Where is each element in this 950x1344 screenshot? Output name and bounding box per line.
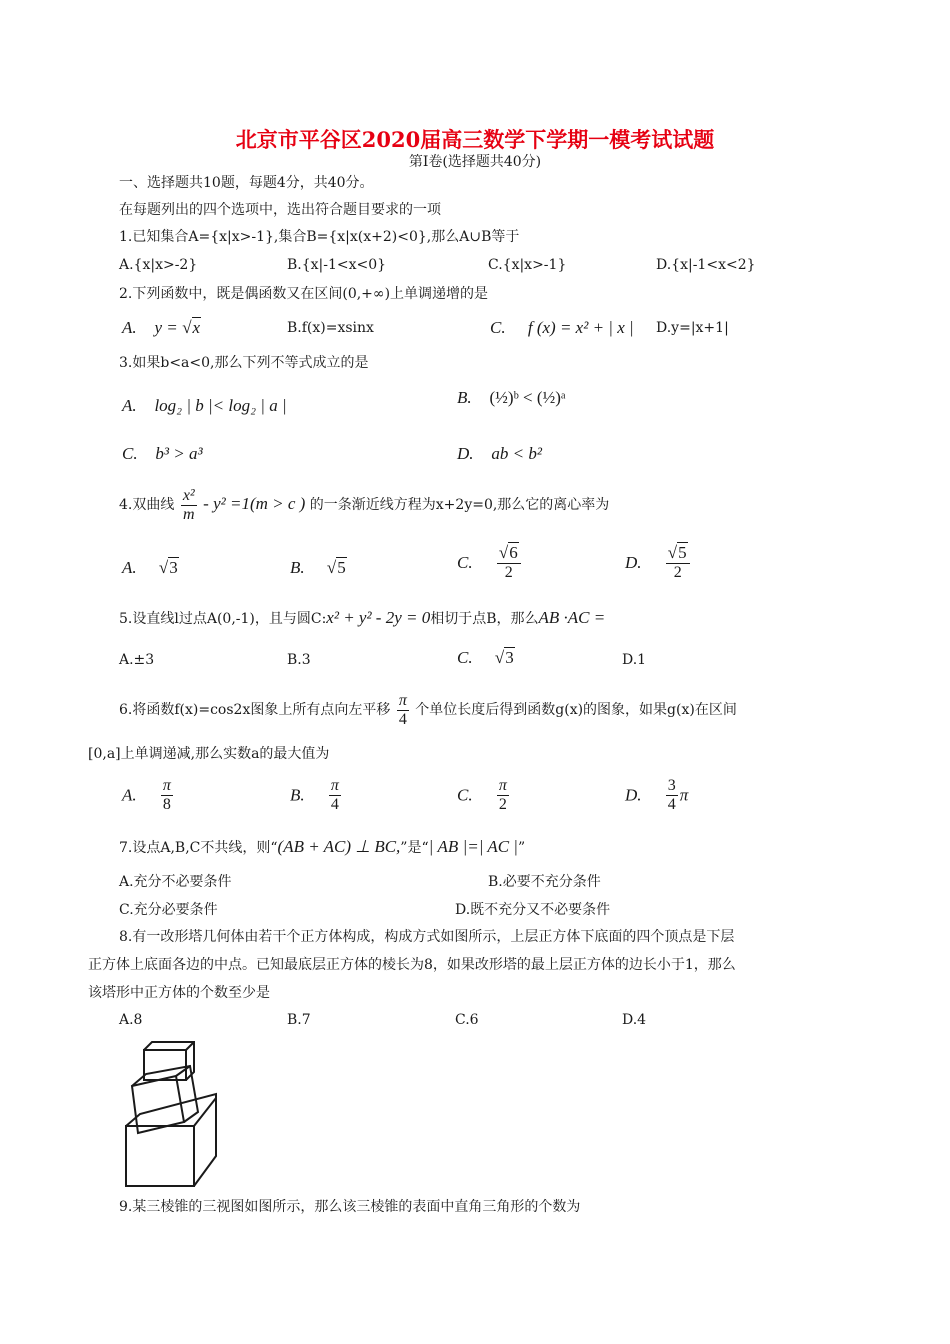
q5-option-b: B.3	[287, 652, 311, 668]
q1-stem: 1.已知集合A={x|x>-1},集合B={x|x(x+2)<0},那么A∪B等于	[119, 229, 520, 245]
q4-stem: 4.双曲线 $\frac{\text{x²}}{m}$ - y² =1(m > c ) 的一条渐近线方程为x+2y=0,那么它的离心率为	[119, 486, 610, 523]
top-cube-front	[144, 1050, 186, 1080]
q8-option-b: B.7	[287, 1012, 311, 1028]
q2-option-b: B.f(x)=xsinx	[287, 320, 374, 336]
page-title: 北京市平谷区2020届高三数学下学期一模考试试题	[235, 127, 715, 152]
bottom-cube-front	[126, 1126, 194, 1186]
q3-option-b: B. (½)ᵇ < (½)ᵃ	[457, 388, 566, 407]
q8-option-c: C.6	[455, 1012, 479, 1028]
bottom-cube-top	[126, 1094, 216, 1186]
q4-option-a: A. √3	[122, 558, 178, 577]
q6-stem-cont: [0,a]上单调递减,那么实数a的最大值为	[88, 746, 330, 762]
q8-stem-line1: 8.有一改形塔几何体由若干个正方体构成，构成方式如图所示，上层正方体下底面的四个顶点是下层	[119, 929, 735, 945]
q7-stem: 7.设点A,B,C不共线，则“(AB + AC) ⊥ BC,”是“| AB |=| AC |”	[119, 837, 526, 856]
q6-option-d: D. $\frac{3}{4}$ π	[625, 777, 689, 813]
q3-option-c: C. b³ > a³	[122, 444, 203, 463]
q8-stem-line2: 正方体上底面各边的中点。已知最底层正方体的棱长为8，如果改形塔的最上层正方体的边长小于1，那么	[88, 957, 736, 973]
q3-option-a: A. log₂ | b |< log₂ | a |	[122, 396, 287, 415]
q5-option-d: D.1	[622, 652, 647, 668]
q8-option-a: A.8	[119, 1012, 143, 1028]
q6-option-a: A. $\frac{\pi}{8}$	[122, 777, 171, 813]
q4-fraction: $\frac{\text{x²}}{m}$	[182, 486, 195, 523]
q7-option-c: C.充分必要条件	[119, 902, 218, 918]
q4-option-d: D. $\frac{√5}{2}$	[625, 544, 692, 582]
q5-option-a: A.±3	[119, 652, 155, 668]
q9-stem: 9.某三棱锥的三视图如图所示，那么该三棱锥的表面中直角三角形的个数为	[119, 1199, 581, 1215]
q2-stem: 2.下列函数中，既是偶函数又在区间(0,+∞)上单调递增的是	[119, 286, 489, 302]
paper-subtitle: 第Ⅰ卷(选择题共40分)	[408, 154, 542, 170]
q7-option-d: D.既不充分又不必要条件	[455, 902, 611, 918]
q3-option-d: D. ab < b²	[457, 444, 542, 463]
q5-option-c: C. √3	[457, 648, 514, 667]
q1-option-a: A.{x|x>-2}	[119, 257, 198, 273]
q6-stem: 6.将函数f(x)=cos2x图象上所有点向左平移 $\frac{\pi}{4}$ 个单位长度后得到函数g(x)的图象，如果g(x)在区间	[119, 691, 737, 728]
q7-option-a: A.充分不必要条件	[119, 874, 232, 890]
q8-option-d: D.4	[622, 1012, 647, 1028]
instruction: 在每题列出的四个选项中，选出符合题目要求的一项	[119, 202, 441, 218]
q2-option-a: A. y = √x	[122, 318, 201, 337]
q3-stem: 3.如果b<a<0,那么下列不等式成立的是	[119, 355, 369, 371]
q2-option-d: D.y=|x+1|	[656, 320, 729, 336]
q1-option-c: C.{x|x>-1}	[488, 257, 567, 273]
section-heading: 一、选择题共10题，每题4分，共40分。	[119, 175, 374, 191]
q8-stem-line3: 该塔形中正方体的个数至少是	[88, 985, 270, 1001]
tower-figure	[118, 1036, 228, 1191]
q1-option-d: D.{x|-1<x<2}	[656, 257, 756, 273]
q4-option-b: B. √5	[290, 558, 346, 577]
q1-option-b: B.{x|-1<x<0}	[287, 257, 387, 273]
q2-option-c: C. f (x) = x² + | x |	[490, 318, 634, 337]
q4-option-c: C. $\frac{√6}{2}$	[457, 544, 523, 582]
q5-stem: 5.设直线l过点A(0,-1)，且与圆C:x² + y² - 2y = 0相切于点B，那么AB ·AC =	[119, 608, 606, 627]
q7-option-b: B.必要不充分条件	[488, 874, 601, 890]
q6-option-b: B. $\frac{\pi}{4}$	[290, 777, 339, 813]
q6-option-c: C. $\frac{\pi}{2}$	[457, 777, 507, 813]
